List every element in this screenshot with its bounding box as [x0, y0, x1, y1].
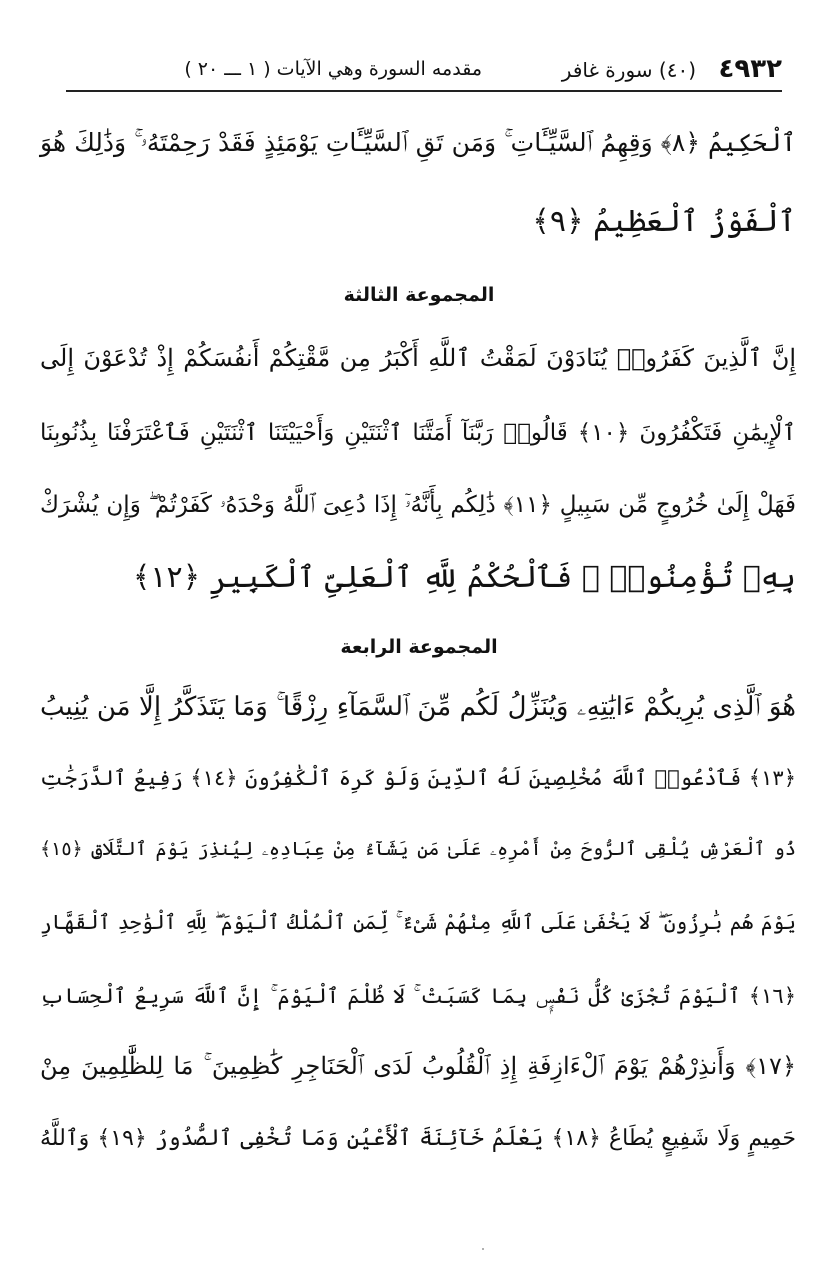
verse-line: بِهِۦ تُؤْمِنُوا۟ ۚ فَٱلْحُكْمُ لِلَّهِ ٱلْعَلِىِّ ٱلْكَبِيرِ ﴿١٢﴾	[132, 560, 796, 595]
section-heading-group-4: المجموعة الرابعة	[340, 636, 498, 658]
verse-line: ﴿١٦﴾ ٱلْيَوْمَ تُجْزَىٰ كُلُّ نَفْسٍۭ بِمَا كَسَبَتْ ۚ لَا ظُلْمَ ٱلْيَوْمَ ۚ إِنَّ ٱللَّهَ سَرِيعُ ٱلْحِسَابِ	[40, 984, 796, 1008]
page-number: ٤٩٣٢	[718, 54, 782, 84]
section-intro-label: مقدمه السورة وهي الآيات ( ١ ـــ ٢٠ )	[184, 58, 482, 80]
surah-label: (٤٠) سورة غافر	[561, 58, 696, 82]
verse-line: يَوْمَ هُم بَٰرِزُونَ ۖ لَا يَخْفَىٰ عَلَى ٱللَّهِ مِنْهُمْ شَىْءٌ ۚ لِّمَنِ ٱلْمُلْكُ ٱلْيَوْمَ ۖ لِلَّهِ ٱلْوَٰحِدِ ٱلْقَهَّارِ	[40, 910, 796, 934]
verse-line: ٱلْحَكِيمُ ﴿٨﴾ وَقِهِمُ ٱلسَّيِّـَٔاتِ ۚ وَمَن تَقِ ٱلسَّيِّـَٔاتِ يَوْمَئِذٍ فَقَدْ رَحِمْتَهُۥ ۚ وَذَٰلِكَ هُوَ	[40, 128, 796, 157]
verse-line: هُوَ ٱلَّذِى يُرِيكُمْ ءَايَٰتِهِۦ وَيُنَزِّلُ لَكُم مِّنَ ٱلسَّمَآءِ رِزْقًا ۚ وَمَا يَتَذَكَّرُ إِلَّا مَن يُنِيبُ	[40, 692, 796, 722]
verse-line: إِنَّ ٱلَّذِينَ كَفَرُوا۟ يُنَادَوْنَ لَمَقْتُ ٱللَّهِ أَكْبَرُ مِن مَّقْتِكُمْ أَنفُسَكُمْ إِذْ تُدْعَوْنَ إِلَى	[40, 344, 796, 372]
page-footer-mark	[482, 1248, 484, 1250]
header-divider	[66, 90, 782, 92]
verse-line: ﴿١٧﴾ وَأَنذِرْهُمْ يَوْمَ ٱلْءَازِفَةِ إِذِ ٱلْقُلُوبُ لَدَى ٱلْحَنَاجِرِ كَٰظِمِينَ ۚ مَا لِلظَّٰلِمِينَ مِنْ	[40, 1052, 796, 1080]
verse-line: ٱلْإِيمَٰنِ فَتَكْفُرُونَ ﴿١٠﴾ قَالُوا۟ رَبَّنَآ أَمَتَّنَا ٱثْنَتَيْنِ وَأَحْيَيْتَنَا ٱثْنَتَيْنِ فَٱعْتَرَفْنَا بِذُنُوبِنَا	[40, 420, 797, 446]
page-header	[60, 48, 782, 88]
verse-line: فَهَلْ إِلَىٰ خُرُوجٍ مِّن سَبِيلٍ ﴿١١﴾ ذَٰلِكُم بِأَنَّهُۥٓ إِذَا دُعِىَ ٱللَّهُ وَحْدَهُۥ كَفَرْتُمْ ۖ وَإِن يُشْرَكْ	[40, 492, 796, 518]
verse-line: ٱلْفَوْزُ ٱلْعَظِيمُ ﴿٩﴾	[532, 204, 796, 239]
section-heading-group-3: المجموعة الثالثة	[343, 284, 495, 306]
verse-line: ذُو ٱلْعَرْشِ يُلْقِى ٱلرُّوحَ مِنْ أَمْرِهِۦ عَلَىٰ مَن يَشَآءُ مِنْ عِبَادِهِۦ لِيُنذِرَ يَوْمَ ٱلتَّلَاقِ ﴿١٥﴾	[40, 838, 796, 860]
verse-line: حَمِيمٍ وَلَا شَفِيعٍ يُطَاعُ ﴿١٨﴾ يَعْلَمُ خَآئِنَةَ ٱلْأَعْيُنِ وَمَا تُخْفِى ٱلصُّدُورُ ﴿١٩﴾ وَٱللَّهُ	[40, 1126, 796, 1151]
verse-line: ﴿١٣﴾ فَٱدْعُوا۟ ٱللَّهَ مُخْلِصِينَ لَهُ ٱلدِّينَ وَلَوْ كَرِهَ ٱلْكَٰفِرُونَ ﴿١٤﴾ رَفِيعُ ٱلدَّرَجَٰتِ	[40, 766, 796, 790]
